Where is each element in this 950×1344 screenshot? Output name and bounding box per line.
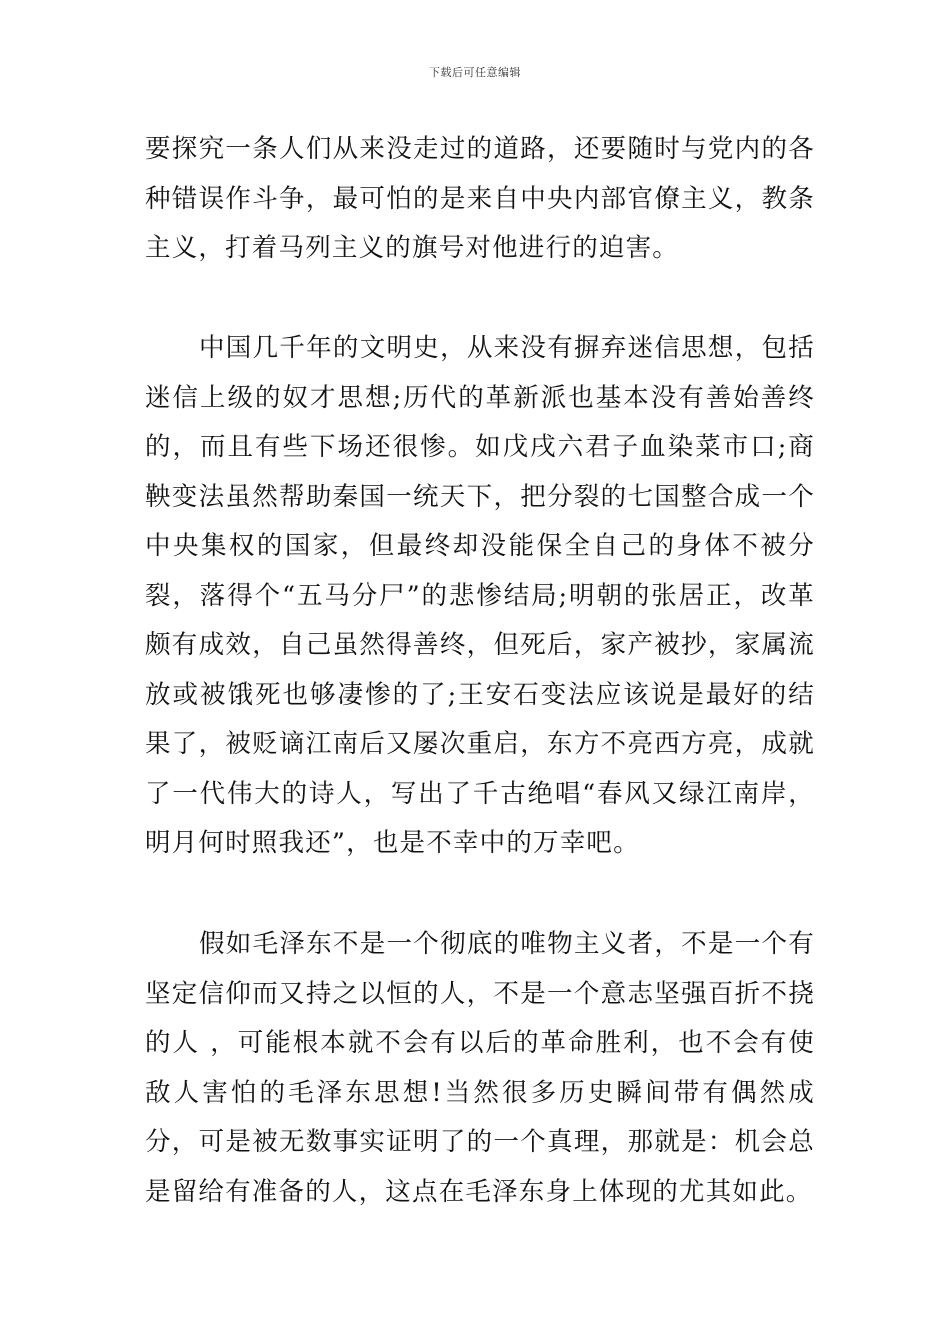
body-paragraph-1: 要探究一条人们从来没走过的道路，还要随时与党内的各种错误作斗争，最可怕的是来自中央内部官僚主义，教条主义，打着马列主义的旗号对他进行的迫害。 <box>145 134 815 263</box>
body-paragraph-3: 假如毛泽东不是一个彻底的唯物主义者，不是一个有坚定信仰而又持之以恒的人，不是一个意志坚强百折不挠的人 ，可能根本就不会有以后的革命胜利，也不会有使敌人害怕的毛泽东思想!当然很多历史瞬间带有偶然成分，可是被无数事实证明了的一个真理，那就是：机会总是留给有准备的人，这点在毛泽东身上体现的尤其如此。 <box>145 929 815 1207</box>
page-header: 下载后可任意编辑 <box>429 66 521 79</box>
body-paragraph-2: 中国几千年的文明史，从来没有摒弃迷信思想，包括迷信上级的奴才思想;历代的革新派也基本没有善始善终的，而且有些下场还很惨。如戊戌六君子血染菜市口;商鞅变法虽然帮助秦国一统天下，把分裂的七国整合成一个中央集权的国家，但最终却没能保全自己的身体不被分裂，落得个“五马分尸”的悲惨结局;明朝的张居正，改革颇有成效，自己虽然得善终，但死后，家产被抄，家属流放或被饿死也够凄惨的了;王安石变法应该说是最好的结果了，被贬谪江南后又屡次重启，东方不亮西方亮，成就了一代伟大的诗人，写出了千古绝唱“春风又绿江南岸，明月何时照我还”，也是不幸中的万幸吧。 <box>145 333 815 858</box>
